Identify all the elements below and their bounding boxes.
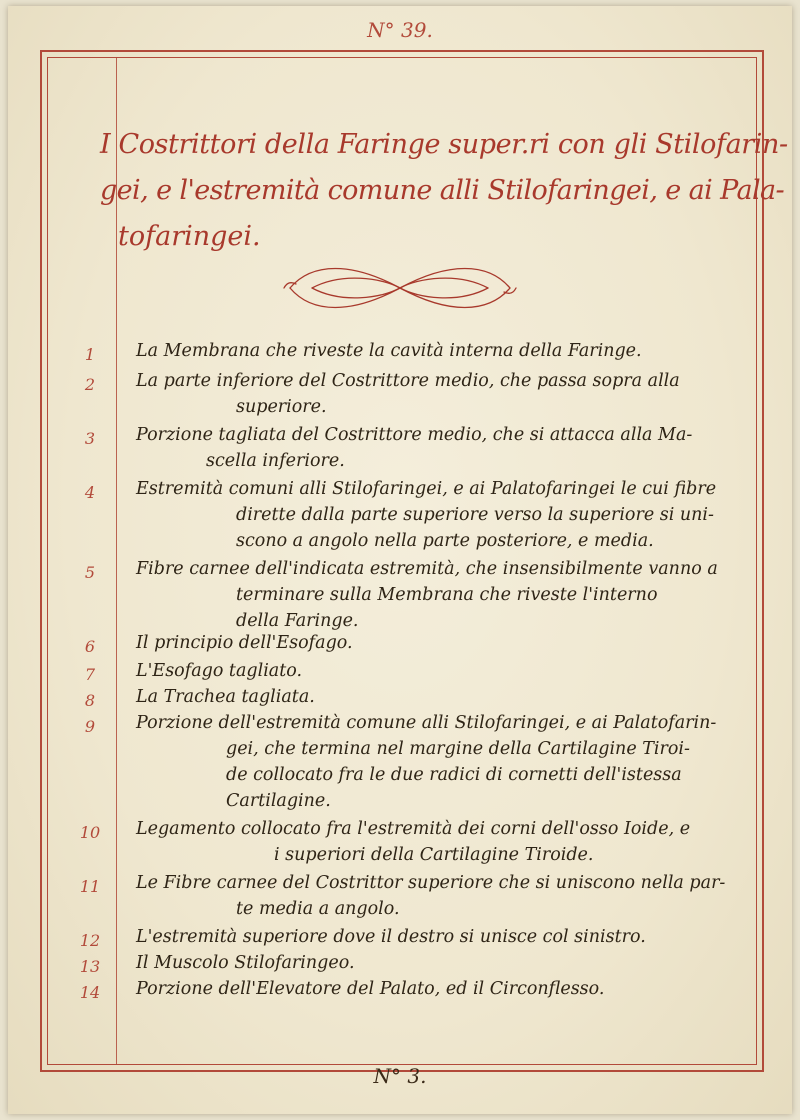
item-text: dirette dalla parte superiore verso la superiore si uni- [236, 505, 714, 525]
item-text: La Trachea tagliata. [136, 687, 315, 707]
item-number: 10 [79, 823, 101, 842]
item-text: Le Fibre carnee del Costrittor superiore che si uniscono nella par- [136, 873, 726, 893]
title-line: I Costrittori della Faringe super.ri con gli Stilofarin- [100, 129, 788, 160]
item-number: 9 [84, 717, 96, 736]
item-text: L'estremità superiore dove il destro si unisce col sinistro. [136, 927, 646, 947]
item-number: 5 [84, 563, 96, 582]
title-line: tofaringei. [118, 221, 261, 252]
item-number: 2 [84, 375, 96, 394]
item-number: 6 [84, 637, 96, 656]
item-text: scella inferiore. [206, 451, 345, 471]
item-text: La Membrana che riveste la cavità interna della Faringe. [136, 341, 642, 361]
item-text: de collocato fra le due radici di cornetti dell'istessa [226, 765, 682, 785]
item-number: 1 [84, 345, 96, 364]
item-number: 11 [79, 877, 101, 896]
flourish-ornament [282, 258, 518, 318]
item-text: Fibre carnee dell'indicata estremità, che insensibilmente vanno a [136, 559, 718, 579]
item-text: Cartilagine. [226, 791, 331, 811]
item-number: 3 [84, 429, 96, 448]
item-text: gei, che termina nel margine della Cartilagine Tiroi- [226, 739, 690, 759]
item-text: La parte inferiore del Costrittore medio, che passa sopra alla [136, 371, 680, 391]
page-number: N° 39. [367, 18, 433, 42]
item-text: Il principio dell'Esofago. [136, 633, 353, 653]
item-text: Il Muscolo Stilofaringeo. [136, 953, 355, 973]
item-text: della Faringe. [236, 611, 359, 631]
item-text: Legamento collocato fra l'estremità dei corni dell'osso Ioide, e [136, 819, 691, 839]
page-title [100, 122, 788, 260]
item-text: i superiori della Cartilagine Tiroide. [274, 845, 594, 865]
item-number: 14 [79, 983, 101, 1002]
footer-signature: N° 3. [373, 1064, 427, 1088]
item-text: Porzione dell'estremità comune alli Stilofaringei, e ai Palatofarin- [136, 713, 717, 733]
item-text: L'Esofago tagliato. [136, 661, 303, 681]
item-number: 7 [84, 665, 96, 684]
item-text: terminare sulla Membrana che riveste l'interno [236, 585, 658, 605]
item-number: 13 [79, 957, 101, 976]
item-text: superiore. [236, 397, 327, 417]
item-text: Porzione tagliata del Costrittore medio, che si attacca alla Ma- [136, 425, 693, 445]
item-text: te media a angolo. [236, 899, 400, 919]
item-number: 12 [79, 931, 101, 950]
item-number: 4 [84, 483, 96, 502]
item-text: Porzione dell'Elevatore del Palato, ed il Circonflesso. [136, 979, 605, 999]
item-number: 8 [84, 691, 96, 710]
item-text: Estremità comuni alli Stilofaringei, e ai Palatofaringei le cui fibre [136, 479, 717, 499]
item-text: scono a angolo nella parte posteriore, e media. [236, 531, 654, 551]
title-line: gei, e l'estremità comune alli Stilofaringei, e ai Pala- [100, 175, 785, 206]
